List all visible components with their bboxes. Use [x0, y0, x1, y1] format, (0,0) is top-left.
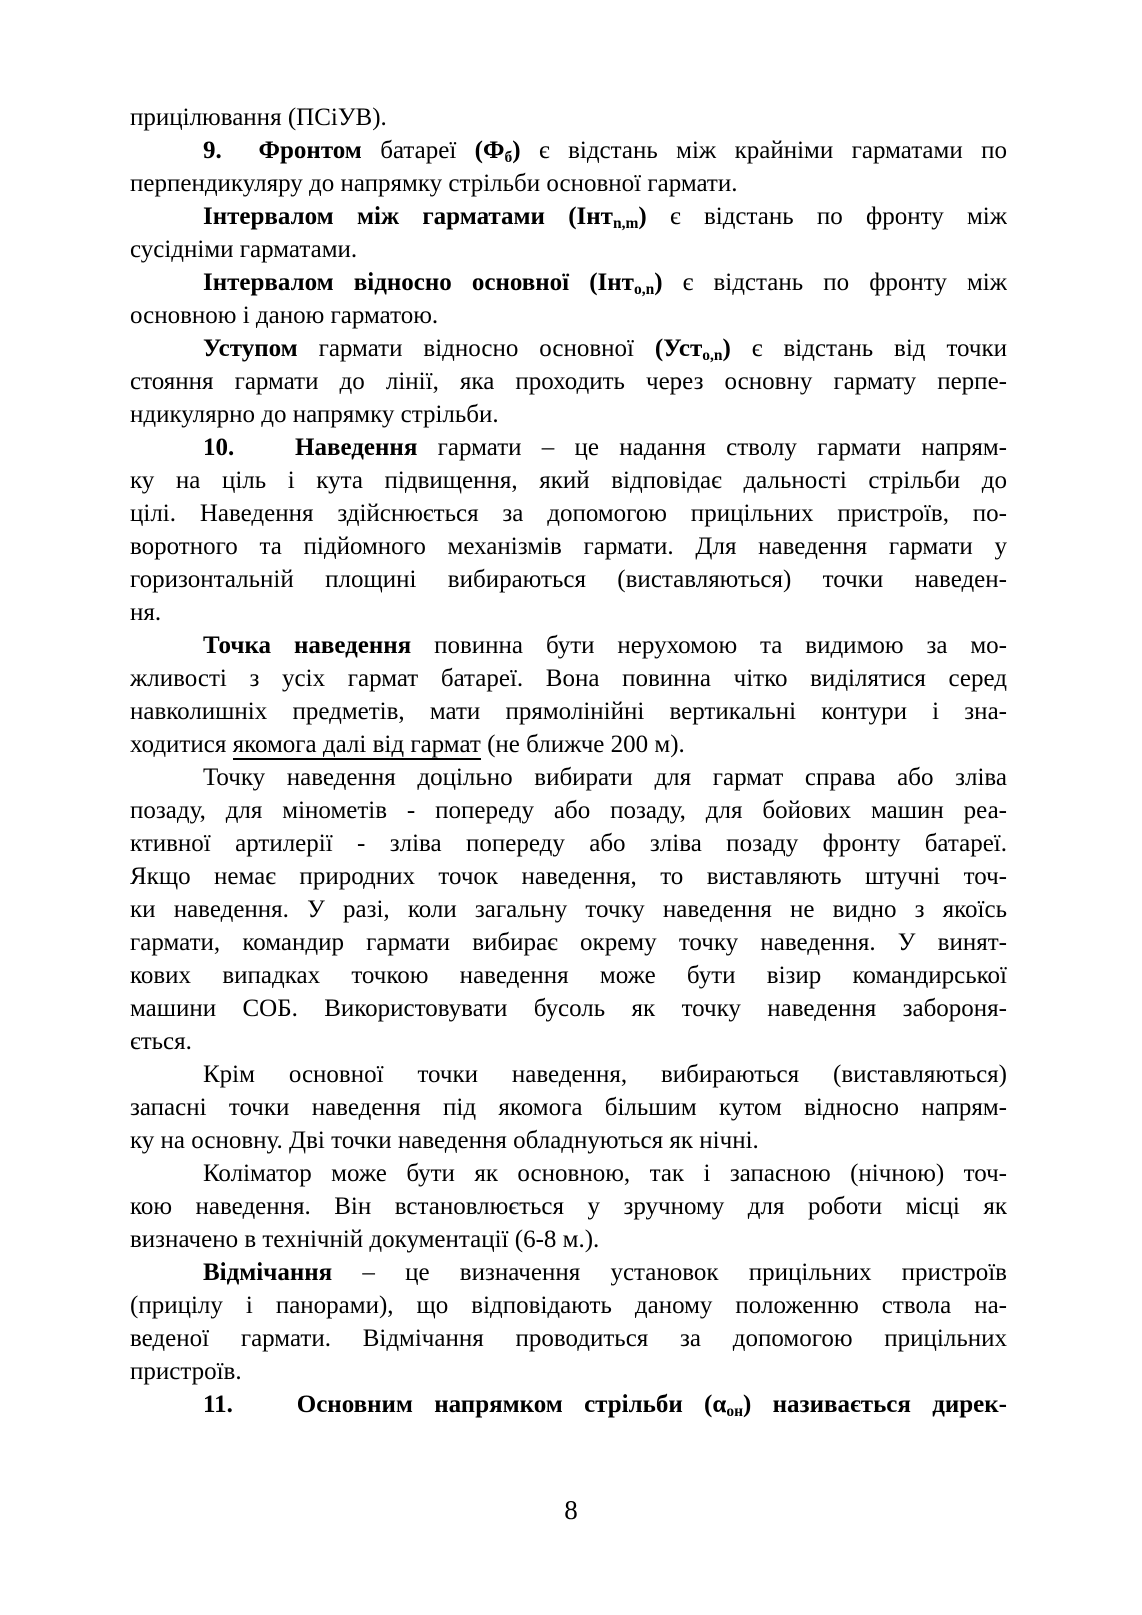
text-line: [130, 398, 1007, 431]
text-segment: 11. Основним напрямком стрільби (α: [203, 1391, 727, 1418]
text-segment: Крім основної точки наведення, вибираються (виставляються): [203, 1061, 1007, 1088]
text-segment: он: [726, 1403, 744, 1421]
text-segment: Точку наведення доцільно вибирати для гармат справа або зліва: [203, 764, 1007, 791]
text-segment: перпендикуляру до напрямку стрільби основної гармати.: [130, 170, 738, 197]
text-segment: є відстань між крайніми гарматами по: [520, 137, 1007, 164]
text-segment: повинна бути нерухомою та видимою за мо-: [411, 632, 1007, 659]
text-line: [130, 134, 1007, 167]
text-segment: є відстань по фронту між: [662, 269, 1007, 296]
text-segment: ): [512, 137, 521, 164]
text-segment: гармати, командир гармати вибирає окрему точку наведення. У винят-: [130, 929, 1007, 956]
text-segment: ндикулярно до напрямку стрільби.: [130, 401, 499, 428]
text-segment: ): [638, 203, 647, 230]
text-segment: (Уст: [654, 335, 703, 362]
text-segment: Точка наведення: [203, 632, 412, 659]
text-line: [130, 1256, 1007, 1289]
text-line: [130, 761, 1007, 794]
text-line: [130, 992, 1007, 1025]
text-segment: гармати відносно основної: [297, 335, 655, 362]
text-line: [130, 1157, 1007, 1190]
text-line: [130, 794, 1007, 827]
text-line: [130, 563, 1007, 596]
text-segment: Інтервалом між гарматами (Інт: [203, 203, 613, 230]
text-segment: є відстань по фронту між: [646, 203, 1007, 230]
text-line: [130, 827, 1007, 860]
text-segment: Уступом: [203, 335, 298, 362]
text-line: [130, 266, 1007, 299]
text-line: [130, 1322, 1007, 1355]
text-segment: Якщо немає природних точок наведення, то виставляють штучні точ-: [130, 863, 1007, 890]
text-segment: прицілювання (ПСіУВ).: [130, 104, 387, 131]
text-line: [130, 365, 1007, 398]
text-segment: ється.: [130, 1028, 192, 1055]
text-line: [130, 464, 1007, 497]
text-segment: ки наведення. У разі, коли загальну точку наведення не видно з якоїсь: [130, 896, 1007, 923]
text-segment: машини СОБ. Використовувати бусоль як точку наведення забороня-: [130, 995, 1007, 1022]
text-segment: пристроїв.: [130, 1358, 242, 1385]
text-segment: o,n: [633, 281, 655, 299]
text-line: [130, 200, 1007, 233]
text-line: [130, 167, 1007, 200]
text-line: [130, 1355, 1007, 1388]
document-body: [130, 101, 1007, 1421]
text-segment: цілі. Наведення здійснюється за допомогою прицільних пристроїв, по-: [130, 500, 1007, 527]
text-segment: – це визначення установок прицільних пристроїв: [332, 1259, 1007, 1286]
text-line: [130, 431, 1007, 464]
text-line: [130, 233, 1007, 266]
text-line: [130, 926, 1007, 959]
text-line: [130, 101, 1007, 134]
text-segment: Інтервалом відносно основної (Інт: [203, 269, 634, 296]
text-line: [130, 1289, 1007, 1322]
text-segment: o,n: [702, 347, 723, 365]
text-segment: ) називається дирек-: [743, 1391, 1007, 1418]
text-segment: ): [722, 335, 731, 362]
text-segment: кою наведення. Він встановлюється у зручному для роботи місці як: [130, 1193, 1007, 1220]
text-segment: жливості з усіх гармат батареї. Вона повинна чітко виділятися серед: [130, 665, 1007, 692]
text-segment: гармати – це надання стволу гармати напрям-: [417, 434, 1007, 461]
text-segment: батареї: [361, 137, 475, 164]
text-segment: ня.: [130, 599, 162, 626]
text-line: [130, 1025, 1007, 1058]
text-segment: стояння гармати до лінії, яка проходить через основну гармату перпе-: [130, 368, 1007, 395]
text-segment: (не ближче 200 м).: [480, 731, 685, 758]
text-segment: n,m: [612, 215, 639, 233]
text-segment: ходитися: [130, 731, 233, 758]
text-line: [130, 1058, 1007, 1091]
text-segment: ку на основну. Дві точки наведення обладнуються як нічні.: [130, 1127, 759, 1154]
text-segment: визначено в технічній документації (6-8 м.).: [130, 1226, 600, 1253]
text-line: [130, 728, 1007, 761]
text-line: [130, 1223, 1007, 1256]
text-segment: веденої гармати. Відмічання проводиться за допомогою прицільних: [130, 1325, 1007, 1352]
text-line: [130, 530, 1007, 563]
text-segment: (прицілу і панорами), що відповідають даному положенню ствола на-: [130, 1292, 1007, 1319]
text-line: [130, 959, 1007, 992]
text-line: [130, 1091, 1007, 1124]
text-segment: горизонтальній площині вибираються (виставляються) точки наведен-: [130, 566, 1007, 593]
text-segment: 9. Фронтом: [203, 137, 362, 164]
text-segment: Коліматор може бути як основною, так і запасною (нічною) точ-: [203, 1160, 1007, 1187]
text-line: [130, 596, 1007, 629]
text-segment: Відмічання: [203, 1259, 333, 1286]
text-line: [130, 1190, 1007, 1223]
text-segment: (Ф: [474, 137, 505, 164]
text-segment: 10. Наведення: [203, 434, 418, 461]
text-line: [130, 299, 1007, 332]
text-line: [130, 332, 1007, 365]
text-segment: запасні точки наведення під якомога більшим кутом відносно напрям-: [130, 1094, 1007, 1121]
text-segment: ку на ціль і кута підвищення, який відповідає дальності стрільби до: [130, 467, 1007, 494]
text-segment: воротного та підйомного механізмів гармати. Для наведення гармати у: [130, 533, 1007, 560]
text-segment: є відстань від точки: [730, 335, 1007, 362]
text-segment: кових випадках точкою наведення може бути візир командирської: [130, 962, 1007, 989]
text-line: [130, 662, 1007, 695]
text-line: [130, 860, 1007, 893]
text-segment: навколишніх предметів, мати прямолінійні вертикальні контури і зна-: [130, 698, 1007, 725]
text-line: [130, 629, 1007, 662]
text-line: [130, 1388, 1007, 1421]
text-segment: сусідніми гарматами.: [130, 236, 358, 263]
text-segment: ктивної артилерії - зліва попереду або зліва позаду фронту батареї.: [130, 830, 1007, 857]
text-segment: ): [654, 269, 663, 296]
text-line: [130, 893, 1007, 926]
text-segment: якомога далі від гармат: [232, 731, 481, 758]
text-line: [130, 1124, 1007, 1157]
text-segment: б: [504, 149, 513, 167]
text-segment: основною і даною гарматою.: [130, 302, 439, 329]
text-line: [130, 497, 1007, 530]
text-segment: позаду, для мінометів - попереду або позаду, для бойових машин реа-: [130, 797, 1007, 824]
page-number: 8: [564, 1495, 578, 1525]
text-line: [130, 695, 1007, 728]
